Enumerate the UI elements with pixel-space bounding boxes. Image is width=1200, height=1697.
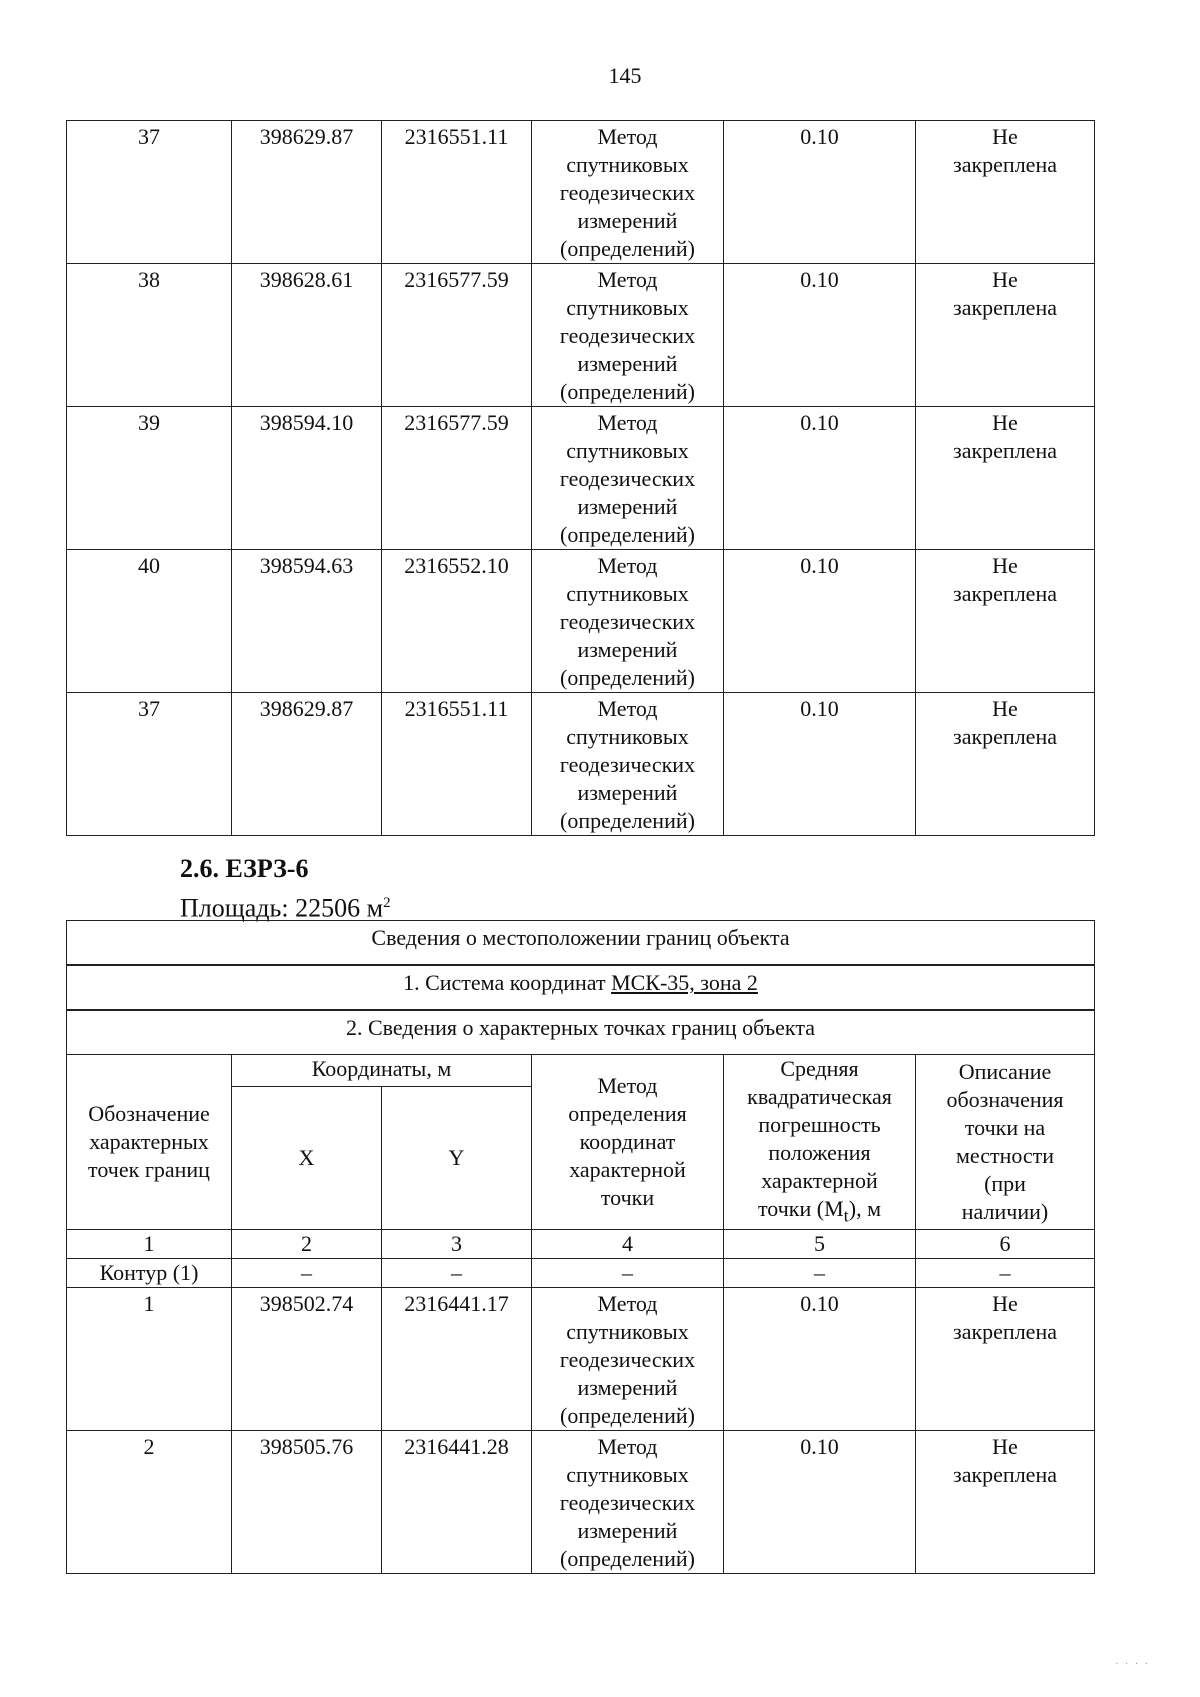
text-line: Не — [992, 696, 1018, 721]
column-number: 1 — [67, 1230, 232, 1259]
text-line: местности — [955, 1143, 1055, 1169]
text-line: спутниковых — [566, 1319, 689, 1345]
text-line: Не — [992, 410, 1018, 435]
coord-system-value: МСК-35, зона 2 — [611, 970, 758, 995]
method-cell — [532, 693, 724, 836]
method-cell — [532, 264, 724, 407]
contour-row — [67, 1259, 1095, 1288]
text-line: спутниковых — [566, 295, 689, 320]
text-line: (определений) — [560, 379, 695, 404]
contour-dash: – — [724, 1259, 916, 1288]
table-title: Сведения о местоположении границ объекта — [67, 921, 1095, 966]
text-line: Метод — [597, 267, 658, 292]
text-line: Метод — [597, 124, 658, 149]
header-error-text — [728, 1055, 911, 1195]
text-line: геодезических — [559, 180, 696, 205]
description-cell — [916, 121, 1095, 264]
text-line: измерений — [577, 780, 678, 805]
table-row — [67, 693, 1095, 836]
text-line: геодезических — [559, 1347, 696, 1373]
contour-dash: – — [382, 1259, 532, 1288]
column-number: 6 — [916, 1230, 1095, 1259]
error-cell: 0.10 — [724, 693, 916, 836]
contour-dash: – — [916, 1259, 1095, 1288]
coord-x: 398594.10 — [232, 407, 382, 550]
text-line: Не — [992, 1291, 1018, 1317]
method-cell — [532, 121, 724, 264]
points-info-row: 2. Сведения о характерных точках границ объекта — [67, 1010, 1095, 1055]
text-line: спутниковых — [566, 724, 689, 749]
table-row — [67, 264, 1095, 407]
point-number: 40 — [67, 550, 232, 693]
description-cell — [916, 1288, 1095, 1431]
text-line: квадратическая — [747, 1084, 892, 1109]
coord-y: 2316441.28 — [382, 1431, 532, 1574]
contour-label: Контур (1) — [67, 1259, 232, 1288]
text-line: Не — [992, 1434, 1018, 1460]
text-line: геодезических — [559, 1490, 696, 1516]
method-cell — [532, 1431, 724, 1574]
area-unit-superscript: 2 — [383, 895, 391, 911]
text-line: Метод — [597, 1073, 658, 1099]
column-number-row — [67, 1230, 1095, 1259]
column-number: 4 — [532, 1230, 724, 1259]
text-line: спутниковых — [566, 581, 689, 606]
text-line: закреплена — [953, 581, 1057, 606]
coord-x: 398505.76 — [232, 1431, 382, 1574]
text-line: Метод — [597, 1434, 658, 1460]
header-error — [724, 1055, 916, 1230]
point-number: 39 — [67, 407, 232, 550]
error-cell: 0.10 — [724, 550, 916, 693]
text-line: (определений) — [560, 1546, 695, 1572]
section-heading: 2.6. ЕЗРЗ-6 — [180, 854, 309, 883]
text-line: (определений) — [560, 665, 695, 690]
text-line: (определений) — [560, 236, 695, 261]
text-line: измерений — [577, 494, 678, 519]
text-line: обозначения — [946, 1087, 1064, 1113]
method-cell — [532, 550, 724, 693]
text-line: закреплена — [953, 152, 1057, 177]
column-number: 5 — [724, 1230, 916, 1259]
table-row — [67, 121, 1095, 264]
coordinates-table-body — [67, 121, 1095, 836]
description-cell — [916, 550, 1095, 693]
point-number: 37 — [67, 121, 232, 264]
text-line: геодезических — [559, 752, 696, 777]
header-description — [916, 1055, 1095, 1230]
coord-x: 398594.63 — [232, 550, 382, 693]
text-line: Описание — [958, 1059, 1052, 1085]
text-line: Метод — [597, 410, 658, 435]
contour-dash: – — [232, 1259, 382, 1288]
text-line: спутниковых — [566, 152, 689, 177]
coord-x: 398629.87 — [232, 121, 382, 264]
text-line: закреплена — [953, 1319, 1057, 1345]
text-line: точек границ — [88, 1157, 210, 1183]
coord-y: 2316551.11 — [382, 121, 532, 264]
text-line: спутниковых — [566, 1462, 689, 1488]
header-designation — [67, 1055, 232, 1230]
description-cell — [916, 693, 1095, 836]
header-x: X — [232, 1086, 382, 1230]
point-number: 38 — [67, 264, 232, 407]
text-line: Метод — [597, 553, 658, 578]
coord-y: 2316577.59 — [382, 264, 532, 407]
header-designation-text — [71, 1100, 227, 1184]
table-row — [67, 550, 1095, 693]
coord-y: 2316441.17 — [382, 1288, 532, 1431]
coordinates-table-continued — [66, 120, 1095, 836]
header-error-prefix: точки (M — [757, 1196, 844, 1221]
text-line: характерных — [89, 1129, 209, 1155]
contour-dash: – — [532, 1259, 724, 1288]
coord-system-row — [67, 965, 1095, 1010]
text-line: определения — [568, 1101, 687, 1127]
description-cell — [916, 1431, 1095, 1574]
text-line: Не — [992, 553, 1018, 578]
text-line: Метод — [597, 696, 658, 721]
header-error-last-line — [728, 1195, 911, 1229]
text-line: измерений — [577, 351, 678, 376]
header-method-text — [536, 1072, 719, 1212]
text-line: измерений — [577, 637, 678, 662]
text-line: закреплена — [953, 438, 1057, 463]
text-line: Средняя — [780, 1056, 859, 1081]
text-line: закреплена — [953, 1462, 1057, 1488]
text-line: Метод — [597, 1291, 658, 1317]
text-line: геодезических — [559, 323, 696, 348]
table-row — [67, 1431, 1095, 1574]
text-line: закреплена — [953, 724, 1057, 749]
scan-artifact: · · · · — [1115, 1659, 1150, 1670]
text-line: закреплена — [953, 295, 1057, 320]
text-line: точки — [600, 1185, 655, 1211]
text-line: геодезических — [559, 609, 696, 634]
header-coordinates: Координаты, м — [232, 1055, 532, 1087]
header-error-unit: ), м — [848, 1196, 881, 1221]
coord-y: 2316577.59 — [382, 407, 532, 550]
point-number: 37 — [67, 693, 232, 836]
boundary-points-body — [67, 1288, 1095, 1574]
text-line: (определений) — [560, 808, 695, 833]
table-row — [67, 407, 1095, 550]
text-line: (определений) — [560, 1403, 695, 1429]
text-line: характерной — [761, 1168, 878, 1193]
text-line: погрешность — [758, 1112, 881, 1137]
text-line: характерной — [569, 1157, 686, 1183]
text-line: измерений — [577, 208, 678, 233]
text-line: наличии) — [961, 1199, 1049, 1225]
point-number: 1 — [67, 1288, 232, 1431]
boundary-info-table — [66, 920, 1095, 1574]
page-number: 145 — [608, 63, 642, 88]
coord-y: 2316552.10 — [382, 550, 532, 693]
text-line: Не — [992, 267, 1018, 292]
error-cell: 0.10 — [724, 264, 916, 407]
coord-y: 2316551.11 — [382, 693, 532, 836]
coord-x: 398629.87 — [232, 693, 382, 836]
text-line: измерений — [577, 1375, 678, 1401]
method-cell — [532, 407, 724, 550]
coord-x: 398628.61 — [232, 264, 382, 407]
description-cell — [916, 264, 1095, 407]
error-cell: 0.10 — [724, 407, 916, 550]
coord-x: 398502.74 — [232, 1288, 382, 1431]
point-number: 2 — [67, 1431, 232, 1574]
text-line: геодезических — [559, 466, 696, 491]
error-cell: 0.10 — [724, 121, 916, 264]
text-line: (определений) — [560, 522, 695, 547]
header-error-subscript: t — [843, 1205, 849, 1226]
text-line: Не — [992, 124, 1018, 149]
text-line: точки на — [964, 1115, 1046, 1141]
text-line: координат — [579, 1129, 676, 1155]
text-line: измерений — [577, 1518, 678, 1544]
area-line — [180, 889, 391, 923]
column-number: 3 — [382, 1230, 532, 1259]
coord-system-prefix: 1. Система координат — [403, 970, 612, 995]
error-cell: 0.10 — [724, 1288, 916, 1431]
text-line: спутниковых — [566, 438, 689, 463]
header-y: Y — [382, 1086, 532, 1230]
description-cell — [916, 407, 1095, 550]
text-line: (при — [984, 1171, 1026, 1197]
text-line: Обозначение — [88, 1101, 210, 1127]
area-label: Площадь: 22506 м — [180, 893, 384, 923]
method-cell — [532, 1288, 724, 1431]
text-line: положения — [768, 1140, 871, 1165]
header-description-text — [920, 1058, 1090, 1226]
header-method — [532, 1055, 724, 1230]
table-row — [67, 1288, 1095, 1431]
error-cell: 0.10 — [724, 1431, 916, 1574]
column-number: 2 — [232, 1230, 382, 1259]
